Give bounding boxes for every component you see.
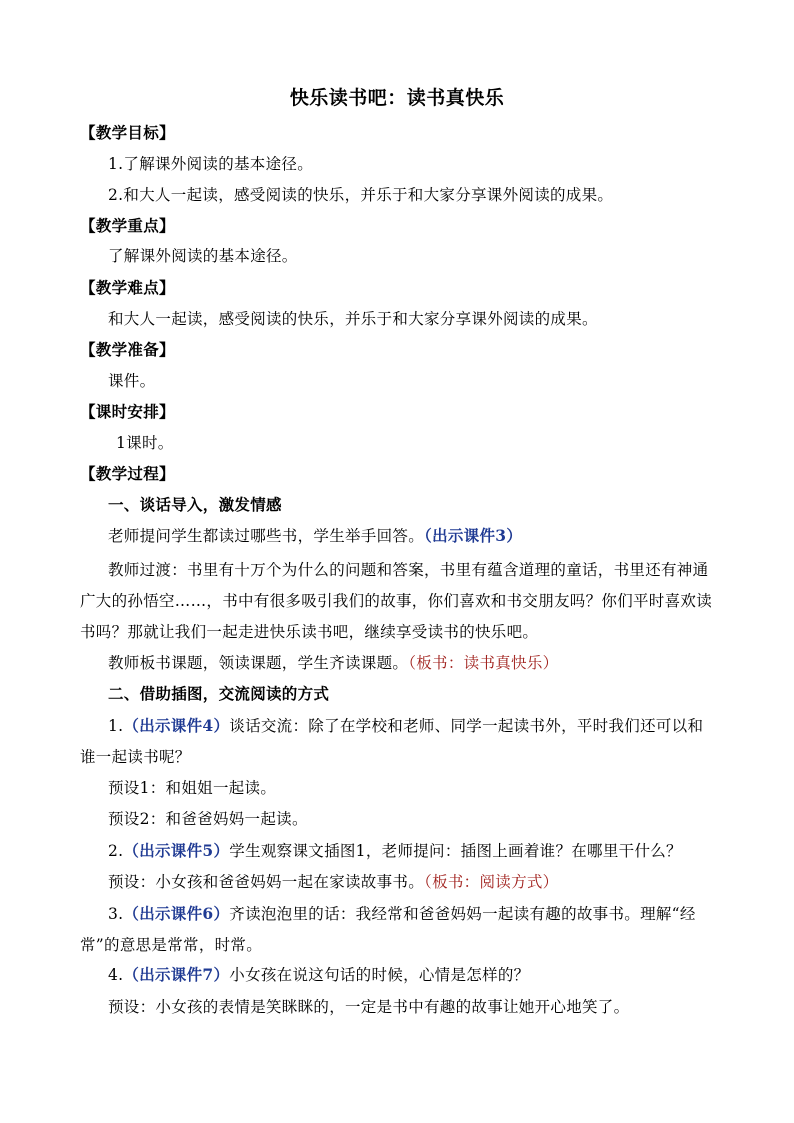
goals-heading: 【教学目标】 [80,123,175,142]
paragraph-text: 教师板书课题，领读课题，学生齐读课题。 [108,654,409,672]
courseware-note: （出示课件5） [123,841,230,860]
part1-paragraph-2-line-3: 书吗？那就让我们一起走进快乐读书吧，继续享受读书的快乐吧。 [80,623,539,641]
courseware-note: （出示课件4） [123,716,230,735]
part1-paragraph-3 [108,652,558,674]
difficulty-text: 和大人一起读，感受阅读的快乐，并乐于和大家分享课外阅读的成果。 [108,310,598,328]
board-note: （板书：阅读方式） [424,873,559,891]
courseware-note: （出示课件3） [424,526,523,545]
goal-item-2: 2.和大人一起读，感受阅读的快乐，并乐于和大家分享课外阅读的成果。 [108,186,614,204]
preparation-heading: 【教学准备】 [80,340,175,359]
goal-item-1: 1.了解课外阅读的基本途径。 [108,155,313,173]
part2-question-1 [108,715,703,737]
part2-question-2 [108,840,682,862]
preparation-text: 课件。 [108,372,156,390]
part2-question-3 [108,903,696,925]
process-heading: 【教学过程】 [80,464,175,483]
paragraph-text: 预设：小女孩和爸爸妈妈一起在家读故事书。 [108,873,425,891]
part2-question-1-cont: 谁一起读书呢？ [80,748,191,766]
part1-paragraph-2-line-2: 广大的孙悟空……，书中有很多吸引我们的故事，你们喜欢和书交朋友吗？你们平时喜欢读 [80,592,713,610]
part2-question-4 [108,964,529,986]
board-note: （板书：读书真快乐） [408,654,559,672]
paragraph-text: 小女孩在说这句话的时候，心情是怎样的？ [229,966,530,984]
paragraph-text: 谈话交流：除了在学校和老师、同学一起读书外，平时我们还可以和 [229,717,704,735]
key-point-heading: 【教学重点】 [80,216,175,235]
page-title: 快乐读书吧：读书真快乐 [289,87,505,109]
item-number: 2. [108,842,124,860]
part2-question-3-cont: 常”的意思是常常，时常。 [80,936,263,954]
difficulty-heading: 【教学难点】 [80,278,175,297]
part1-paragraph-1 [108,525,522,547]
preset-3 [108,871,558,893]
paragraph-text: 学生观察课文插图1，老师提问：插图上画着谁？在哪里干什么？ [229,842,682,860]
preset-4: 预设：小女孩的表情是笑眯眯的，一定是书中有趣的故事让她开心地笑了。 [108,998,630,1016]
part1-heading: 一、谈话导入，激发情感 [108,495,282,514]
schedule-text: 1课时。 [116,434,174,452]
preset-1: 预设1：和姐姐一起读。 [108,779,277,797]
part1-paragraph-2-line-1: 教师过渡：书里有十万个为什么的问题和答案，书里有蕴含道理的童话，书里还有神通 [108,561,709,579]
key-point-text: 了解课外阅读的基本途径。 [108,247,298,265]
part2-heading: 二、借助插图，交流阅读的方式 [108,684,330,703]
item-number: 3. [108,905,124,923]
paragraph-text: 齐读泡泡里的话：我经常和爸爸妈妈一起读有趣的故事书。理解“经 [229,905,696,923]
schedule-heading: 【课时安排】 [80,402,175,421]
courseware-note: （出示课件6） [123,904,230,923]
preset-2: 预设2：和爸爸妈妈一起读。 [108,810,308,828]
item-number: 4. [108,966,124,984]
item-number: 1. [108,717,124,735]
courseware-note: （出示课件7） [123,965,230,984]
paragraph-text: 老师提问学生都读过哪些书，学生举手回答。 [108,527,425,545]
